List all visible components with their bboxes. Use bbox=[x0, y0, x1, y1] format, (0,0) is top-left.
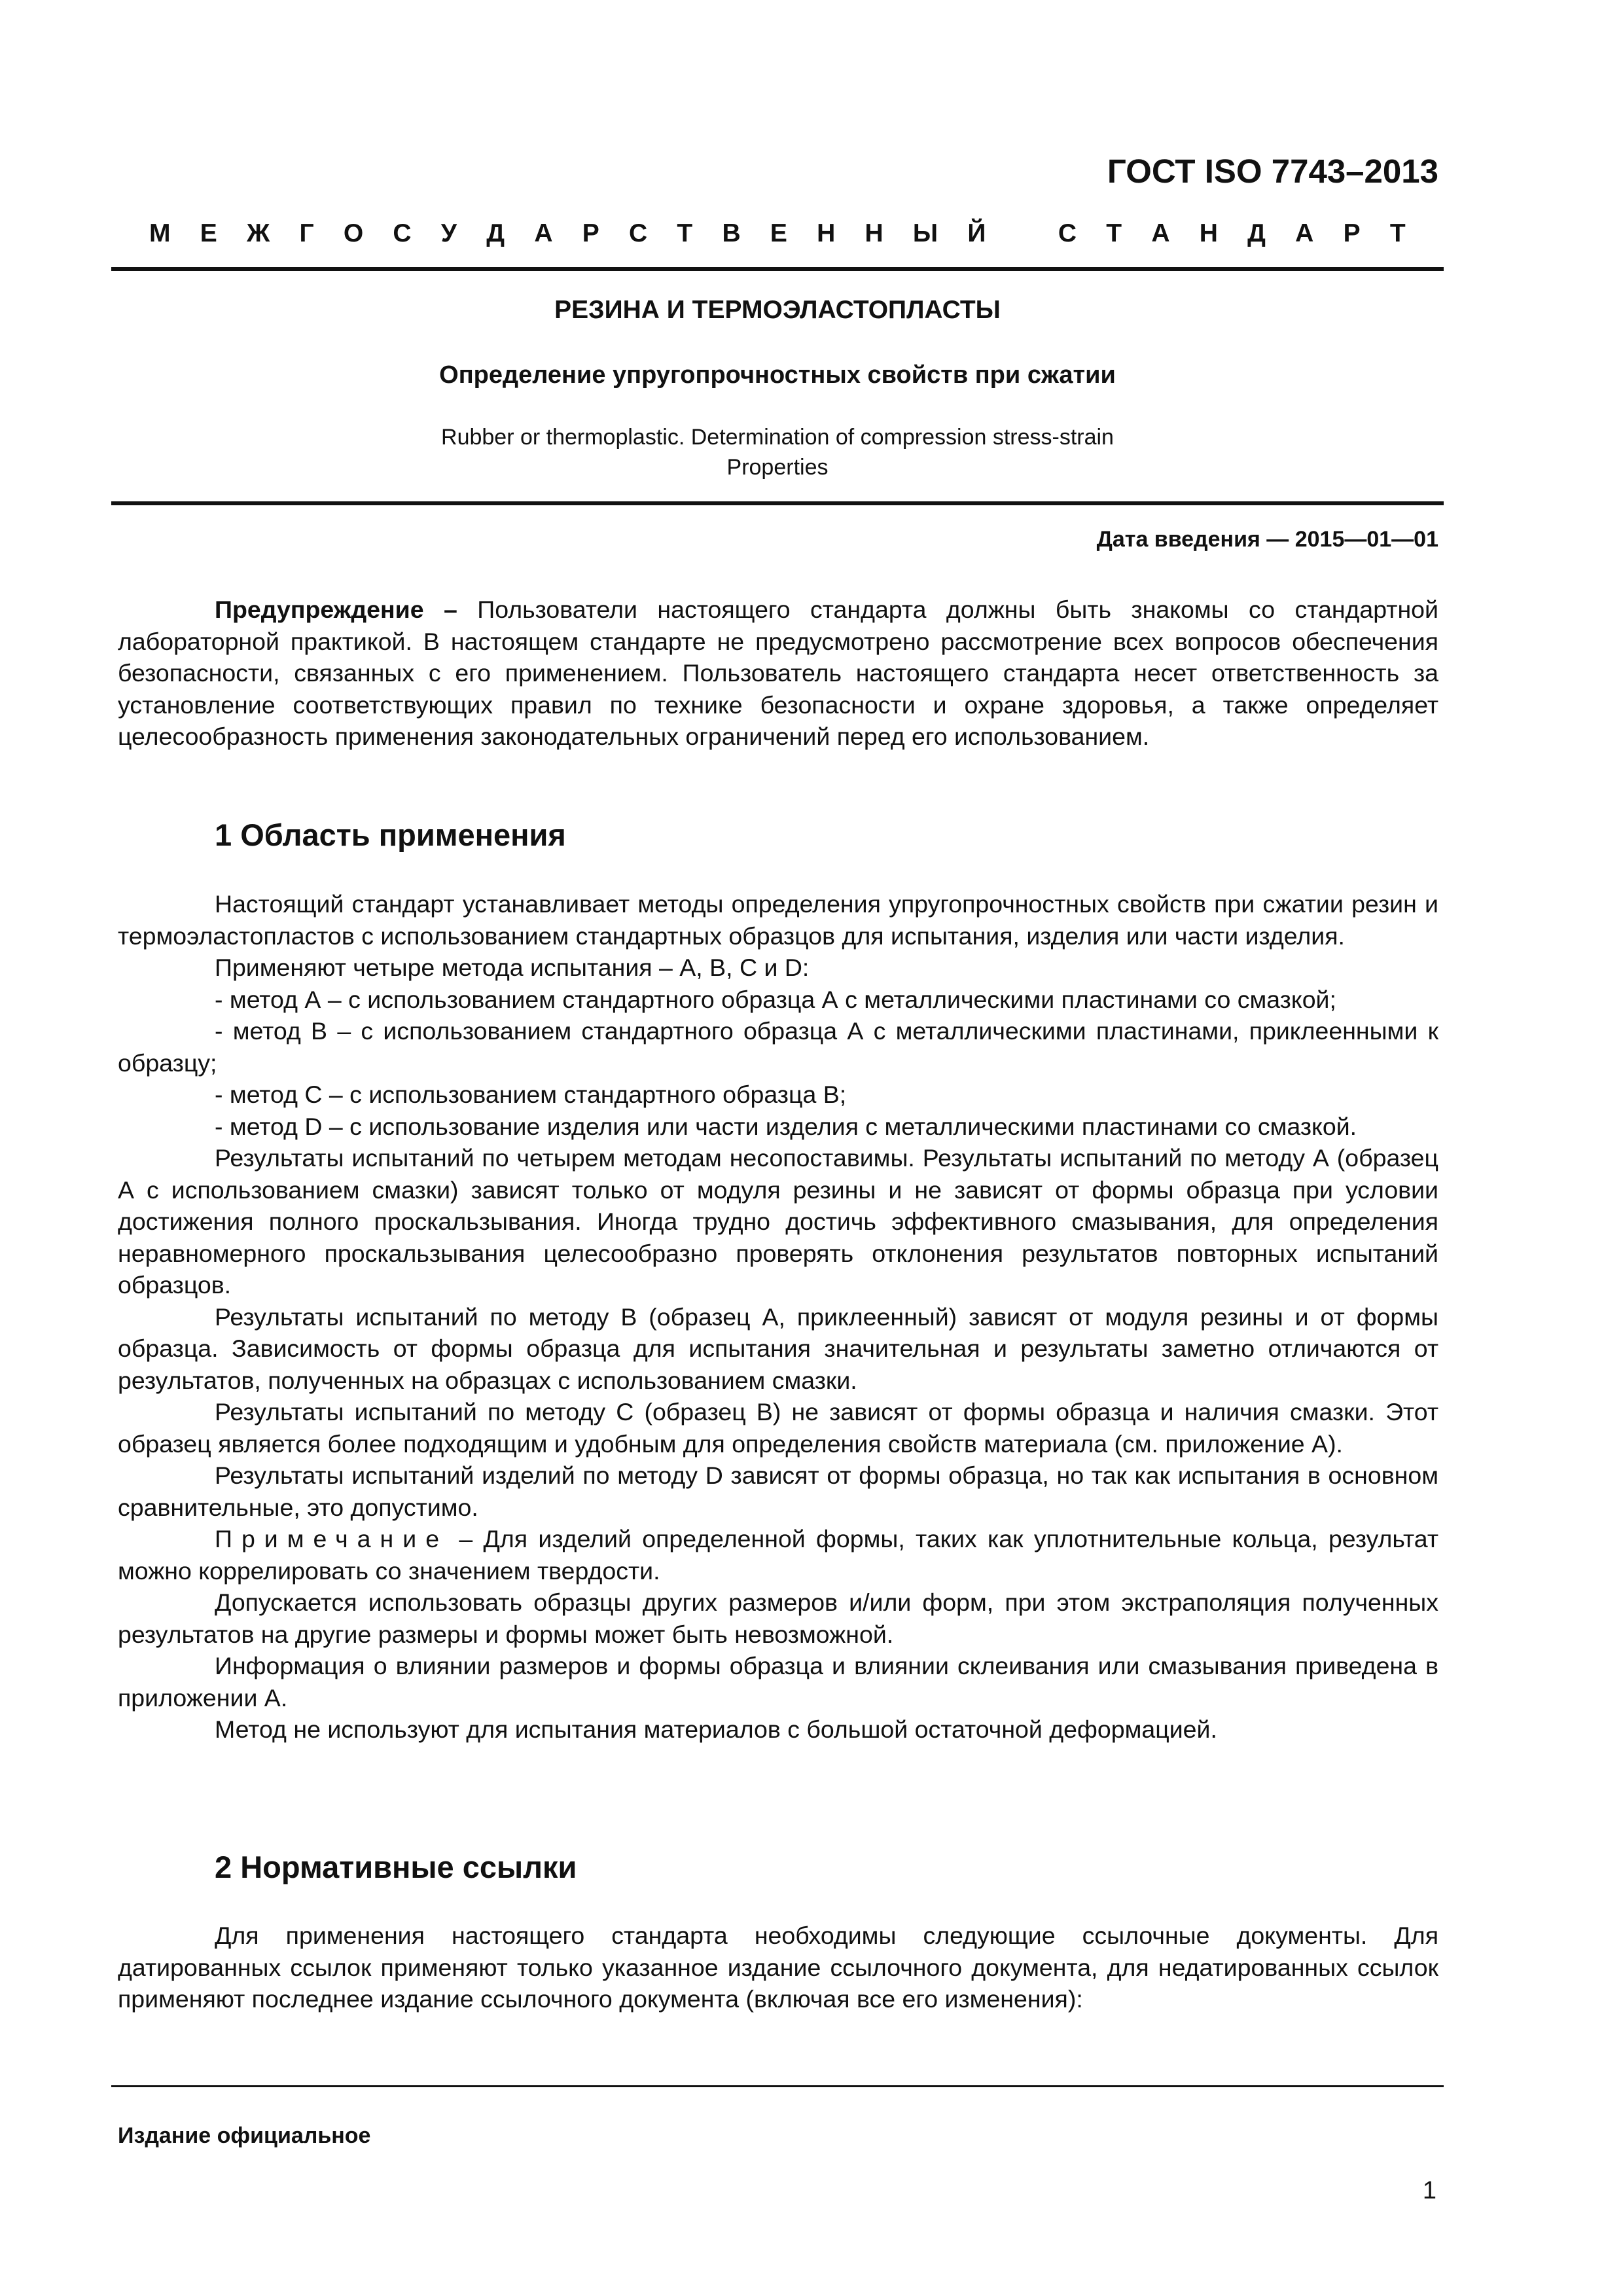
banner-letter: А bbox=[1151, 219, 1170, 247]
banner-gap bbox=[1016, 219, 1029, 248]
banner-letter: О bbox=[343, 219, 364, 247]
section-1-heading: 1 Область применения bbox=[215, 817, 566, 852]
section-2-heading: 2 Нормативные ссылки bbox=[215, 1850, 577, 1884]
banner-letter: Е bbox=[770, 219, 787, 247]
paragraph: Для применения настоящего стандарта необходимы следующие ссылочные документы. Для датированных ссылок применяют только указанное издание ссылочного документа, для недатированных ссылок применяют последнее издание ссылочного документа (включая все его изменения): bbox=[118, 1922, 1438, 2013]
list-item: - метод D – с использование изделия или части изделия с металлическими пластинами со смазкой. bbox=[215, 1112, 1357, 1140]
warning-text: Пользователи настоящего стандарта должны быть знакомы со стандартной лабораторной практикой. В настоящем стандарте не предусмотрено рассмотрение всех вопросов обеспечения безопасности, связанных с его применением. Пользователь настоящего стандарта несет ответственность за установление соответствующих правил по технике безопасности и охране здоровья, а также определяет целесообразность применения законодательных ограничений перед его использованием. bbox=[118, 596, 1438, 750]
banner-letter: Ж bbox=[246, 219, 270, 247]
banner-letter: Н bbox=[1199, 219, 1218, 247]
list-item: - метод В – с использованием стандартного образца А с металлическими пластинами, приклеенными к образцу; bbox=[118, 1017, 1438, 1077]
banner-letter: А bbox=[1295, 219, 1314, 247]
banner-letter: Т bbox=[1106, 219, 1122, 247]
paragraph: Результаты испытаний по методу В (образец А, приклеенный) зависят от модуля резины и от формы образца. Зависимость от формы образца для испытания значительная и результаты заметно отличаются от результатов, полученных на образцах с использованием смазки. bbox=[118, 1302, 1438, 1394]
official-edition-label: Издание официальное bbox=[118, 2123, 371, 2148]
warning-block bbox=[118, 594, 1438, 753]
standard-code: ГОСТ ISO 7743–2013 bbox=[1107, 152, 1438, 190]
paragraph: Метод не используют для испытания материалов с большой остаточной деформацией. bbox=[215, 1715, 1217, 1743]
banner-letter: Й bbox=[967, 219, 986, 247]
paragraph: Результаты испытаний изделий по методу D зависят от формы образца, но так как испытания в основном сравнительные, это допустимо. bbox=[118, 1462, 1438, 1521]
english-title-line-2: Properties bbox=[726, 455, 829, 480]
page-number: 1 bbox=[1422, 2177, 1436, 2204]
banner-letter: Е bbox=[200, 219, 217, 247]
banner-letter: С bbox=[1058, 219, 1077, 247]
effective-date: Дата введения — 2015—01—01 bbox=[1096, 527, 1438, 552]
note-label: Примечание bbox=[215, 1525, 449, 1552]
banner-letter: С bbox=[393, 219, 412, 247]
banner-letter: Н bbox=[817, 219, 836, 247]
note-text: – Для изделий определенной формы, таких как уплотнительные кольца, результат можно коррелировать со значением твердости. bbox=[118, 1525, 1438, 1585]
title-rule bbox=[111, 501, 1444, 505]
paragraph: Настоящий стандарт устанавливает методы определения упругопрочностных свойств при сжатии резин и термоэластопластов с использованием стандартных образцов для испытания, изделия или части изделия. bbox=[118, 890, 1438, 950]
note-paragraph bbox=[118, 1523, 1438, 1587]
interstate-standard-banner bbox=[149, 219, 1406, 248]
warning-label: Предупреждение – bbox=[215, 596, 457, 623]
banner-letter: Т bbox=[677, 219, 693, 247]
paragraph: Допускается использовать образцы других размеров и/или форм, при этом экстраполяция полученных результатов на другие размеры и формы может быть невозможной. bbox=[118, 1588, 1438, 1648]
banner-letter: М bbox=[149, 219, 171, 247]
warning-paragraph bbox=[118, 594, 1438, 753]
banner-letter: Д bbox=[486, 219, 505, 247]
english-title bbox=[111, 422, 1444, 482]
paragraph: Применяют четыре метода испытания – А, В, С и D: bbox=[215, 954, 810, 981]
paragraph: Результаты испытаний по методу С (образец В) не зависят от формы образца и наличия смазки. Этот образец является более подходящим и удобным для определения свойств материала (см. приложение А). bbox=[118, 1398, 1438, 1458]
banner-letter: А bbox=[534, 219, 553, 247]
paragraph: Информация о влиянии размеров и формы образца и влиянии склеивания или смазывания приведена в приложении А. bbox=[118, 1652, 1438, 1712]
banner-letter: Т bbox=[1389, 219, 1406, 247]
banner-letter: У bbox=[440, 219, 457, 247]
banner-letter: С bbox=[628, 219, 648, 247]
list-item: - метод А – с использованием стандартного образца А с металлическими пластинами со смазкой; bbox=[215, 985, 1336, 1013]
section-2-body bbox=[118, 1920, 1438, 2015]
banner-letter: Д bbox=[1247, 219, 1266, 247]
list-item: - метод С – с использованием стандартного образца В; bbox=[215, 1081, 847, 1108]
document-subtitle: Определение упругопрочностных свойств при сжатии bbox=[439, 361, 1116, 389]
banner-letter: Ы bbox=[912, 219, 938, 247]
section-1-body bbox=[118, 888, 1438, 1746]
header-rule bbox=[111, 267, 1444, 271]
banner-letter: Н bbox=[865, 219, 883, 247]
english-title-line-1: Rubber or thermoplastic. Determination of compression stress-strain bbox=[441, 425, 1114, 450]
banner-letter: Р bbox=[582, 219, 599, 247]
footer-rule bbox=[111, 2085, 1444, 2087]
paragraph: Результаты испытаний по четырем методам несопоставимы. Результаты испытаний по методу А (образец А с использованием смазки) зависят только от модуля резины и не зависят от формы образца при условии достижения полного проскальзывания. Иногда трудно достичь эффективного смазывания, для определения неравномерного проскальзывания целесообразно проверять отклонения результатов повторных испытаний образцов. bbox=[118, 1144, 1438, 1299]
banner-letter: Г bbox=[299, 219, 314, 247]
document-title: РЕЗИНА И ТЕРМОЭЛАСТОПЛАСТЫ bbox=[554, 296, 1001, 324]
banner-letter: Р bbox=[1343, 219, 1361, 247]
banner-letter: В bbox=[722, 219, 741, 247]
